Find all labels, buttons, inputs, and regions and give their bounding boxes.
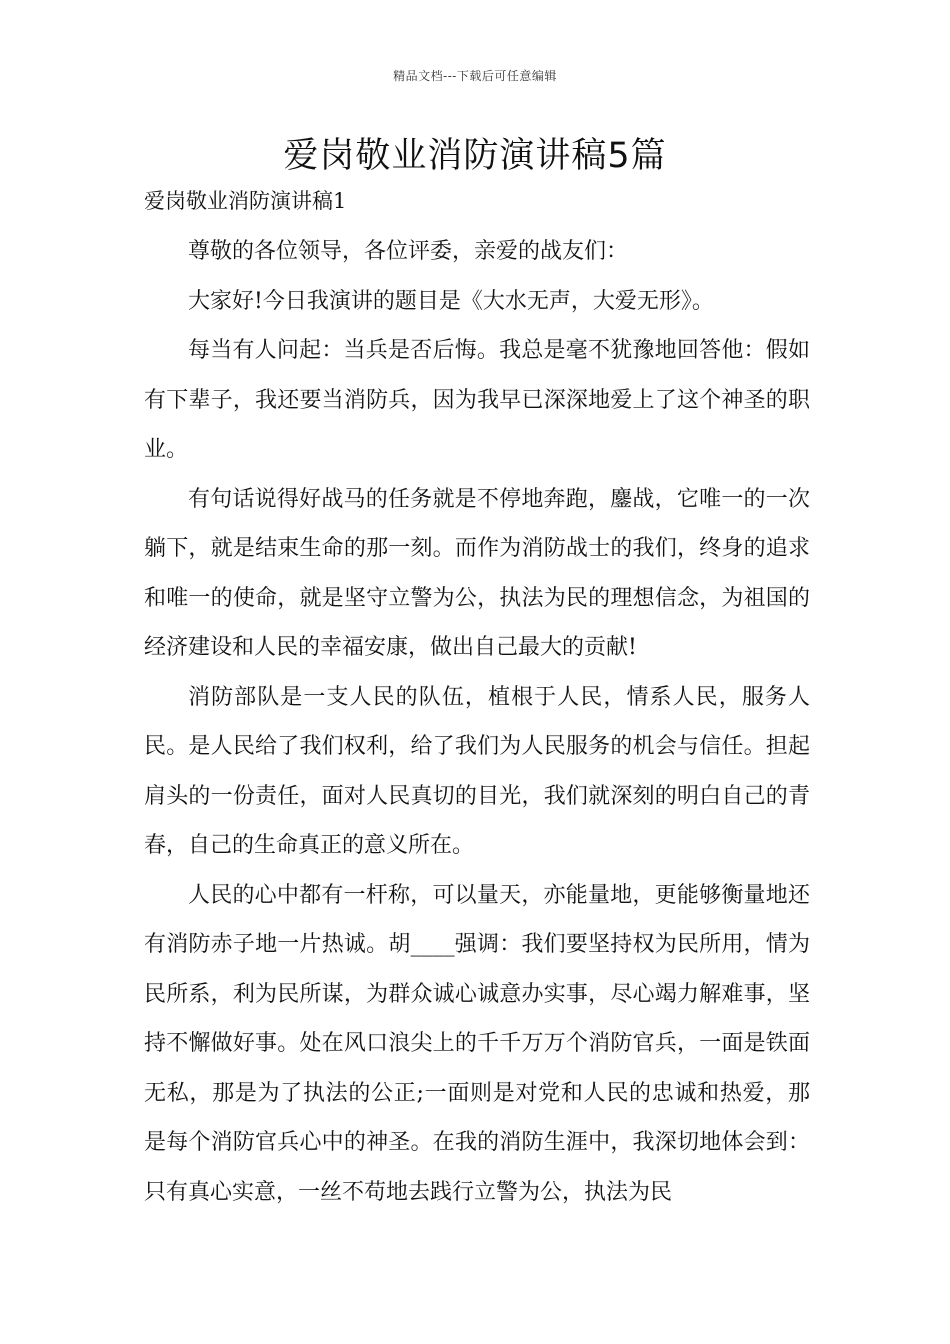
paragraph-body: 人民的心中都有一杆称，可以量天，亦能量地，更能够衡量地还有消防赤子地一片热诚。胡____强调：我们要坚持权为民所用，情为民所系，利为民所谋，为群众诚心诚意办实事，尽心竭力解难事，坚持不懈做好事。处在风口浪尖上的千千万万个消防官兵，一面是铁面无私，那是为了执法的公正;一面则是对党和人民的忠诚和热爱，那是每个消防官兵心中的神圣。在我的消防生涯中，我深切地体会到：只有真心实意，一丝不苟地去践行立警为公，执法为民 bbox=[144, 882, 810, 1205]
document-title: 爱岗敬业消防演讲稿5篇 bbox=[283, 136, 667, 176]
header-note: 精品文档---下载后可任意编辑 bbox=[393, 69, 557, 83]
paragraph-body: 每当有人问起：当兵是否后悔。我总是毫不犹豫地回答他：假如有下辈子，我还要当消防兵，因为我早已深深地爱上了这个神圣的职业。 bbox=[144, 338, 810, 462]
paragraph-body: 有句话说得好战马的任务就是不停地奔跑，鏖战，它唯一的一次躺下，就是结束生命的那一刻。而作为消防战士的我们，终身的追求和唯一的使命，就是坚守立警为公，执法为民的理想信念，为祖国的经济建设和人民的幸福安康，做出自己最大的贡献! bbox=[144, 486, 810, 660]
document-body bbox=[144, 181, 810, 1217]
paragraph-greeting: 大家好!今日我演讲的题目是《大水无声，大爱无形》。 bbox=[188, 288, 714, 314]
paragraph-body: 消防部队是一支人民的队伍，植根于人民，情系人民，服务人民。是人民给了我们权利，给了我们为人民服务的机会与信任。担起肩头的一份责任，面对人民真切的目光，我们就深刻的明白自己的青春，自己的生命真正的意义所在。 bbox=[144, 684, 810, 858]
paragraph-salutation: 尊敬的各位领导，各位评委，亲爱的战友们： bbox=[188, 239, 629, 264]
section-heading: 爱岗敬业消防演讲稿1 bbox=[144, 189, 347, 213]
